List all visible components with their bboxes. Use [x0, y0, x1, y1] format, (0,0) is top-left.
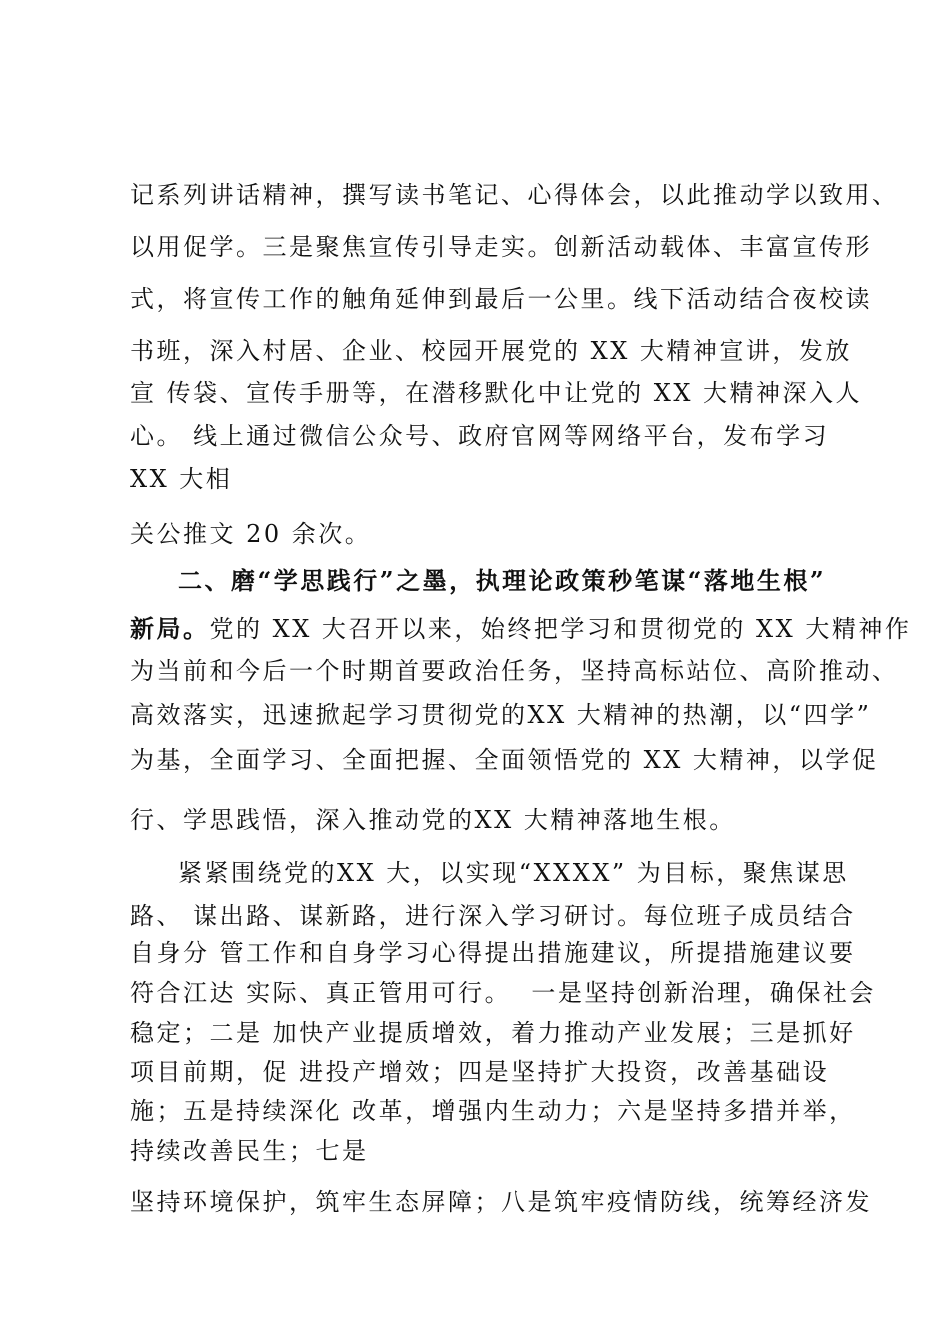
paragraph2-line-2: 为当前和今后一个时期首要政治任务，坚持高标站位、高阶推动、 — [130, 657, 899, 685]
paragraph2-line-1-text: 党的 XX 大召开以来，始终把学习和贯彻党的 XX 大精神作 — [209, 615, 912, 643]
paragraph3-line-6: 项目前期，促 进投产增效；四是坚持扩大投资，改善基础设 — [130, 1058, 830, 1086]
paragraph2-line-5: 行、学思践悟，深入推动党的XX 大精神落地生根。 — [130, 806, 736, 834]
section-heading-line-1: 二、磨“学思践行”之墨，执理论政策秒笔谋“落地生根” — [178, 566, 827, 595]
paragraph1-line-1: 记系列讲话精神，撰写读书笔记、心得体会，以此推动学以致用、 — [130, 181, 899, 209]
paragraph3-line-2: 路、 谋出路、谋新路，进行深入学习研讨。每位班子成员结合 — [130, 902, 856, 930]
paragraph3-line-4: 符合江达 实际、真正管用可行。 一是坚持创新治理，确保社会 — [130, 979, 876, 1007]
paragraph2-line-4: 为基，全面学习、全面把握、全面领悟党的 XX 大精神，以学促 — [130, 746, 879, 774]
paragraph1-line-2: 以用促学。三是聚焦宣传引导走实。创新活动载体、丰富宣传形 — [130, 233, 872, 261]
paragraph1-line-6: 心。 线上通过微信公众号、政府官网等网络平台，发布学习 — [130, 422, 830, 450]
section-heading-line-2: 新局。 — [130, 614, 210, 643]
paragraph1-line-5: 宣 传袋、宣传手册等，在潜移默化中让党的 XX 大精神深入人 — [130, 379, 863, 407]
paragraph3-line-1: 紧紧围绕党的XX 大，以实现“XXXX” 为目标，聚焦谋思 — [178, 859, 849, 887]
paragraph3-line-8: 持续改善民生；七是 — [130, 1137, 369, 1165]
paragraph3-line-7: 施；五是持续深化 改革，增强内生动力；六是坚持多措并举， — [130, 1097, 856, 1125]
paragraph1-line-3: 式，将宣传工作的触角延伸到最后一公里。线下活动结合夜校读 — [130, 285, 872, 313]
paragraph1-line-4: 书班，深入村居、企业、校园开展党的 XX 大精神宣讲，发放 — [130, 337, 852, 365]
paragraph3-line-9: 坚持环境保护，筑牢生态屏障；八是筑牢疫情防线，统筹经济发 — [130, 1188, 872, 1216]
paragraph3-line-5: 稳定；二是 加快产业提质增效，着力推动产业发展；三是抓好 — [130, 1019, 856, 1047]
paragraph2-line-1 — [130, 614, 911, 644]
paragraph3-line-3: 自身分 管工作和自身学习心得提出措施建议，所提措施建议要 — [130, 939, 856, 967]
paragraph1-line-8: 关公推文 20 余次。 — [130, 520, 372, 548]
paragraph1-line-7: XX 大相 — [130, 465, 233, 493]
paragraph2-line-3: 高效落实，迅速掀起学习贯彻党的XX 大精神的热潮，以“四学” — [130, 701, 872, 729]
